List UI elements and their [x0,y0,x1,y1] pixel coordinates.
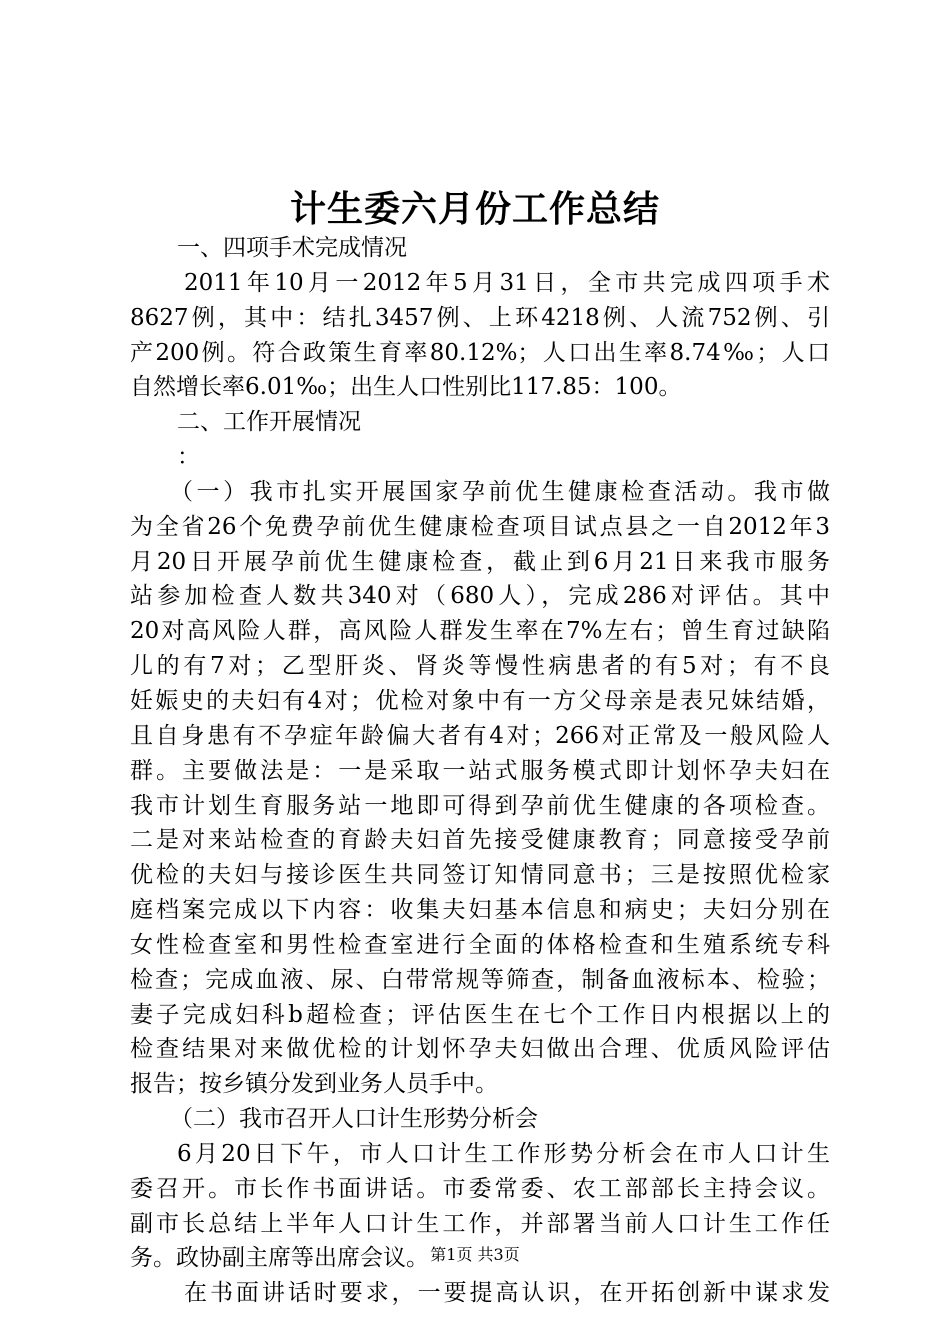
paragraph-line: 检查结果对来做优检的计划怀孕夫妇做出合理、优质风险评估 [130,1036,830,1063]
paragraph-line: 群。主要做法是：一是采取一站式服务模式即计划怀孕夫妇在 [130,757,830,784]
paragraph-line: 站参加检查人数共340对（680人），完成286对评估。其中 [130,583,830,610]
paragraph-line: 妊娠史的夫妇有4对；优检对象中有一方父母亲是表兄妹结婚， [130,687,830,714]
paragraph-line: 自然增长率6.01‰；出生人口性别比117.85：100。 [130,374,682,401]
page-title: 计生委六月份工作总结 [289,188,660,230]
paragraph-line: 检查；完成血液、尿、白带常规等筛查，制备血液标本、检验； [130,966,830,993]
paragraph-line: 且自身患有不孕症年龄偏大者有4对；266对正常及一般风险人 [130,722,830,749]
paragraph-line: 二是对来站检查的育龄夫妇首先接受健康教育；同意接受孕前 [130,827,830,854]
section-heading-1: 一、四项手术完成情况 [177,235,407,261]
section-heading-2: 二、工作开展情况 [177,409,361,436]
subsection-heading-2: （二）我市召开人口计生形势分析会 [170,1106,538,1133]
paragraph-line: 月20日开展孕前优生健康检查，截止到6月21日来我市服务 [130,548,830,575]
paragraph-line: 委召开。市长作书面讲话。市委常委、农工部部长主持会议。 [130,1175,830,1202]
paragraph-line: 妻子完成妇科b超检查；评估医生在七个工作日内根据以上的 [130,1001,830,1028]
paragraph-line: 8627例，其中：结扎3457例、上环4218例、人流752例、引 [130,304,830,331]
paragraph-line: 我市计划生育服务站一地即可得到孕前优生健康的各项检查。 [130,792,830,819]
paragraph-line: ： [177,444,200,471]
paragraph-line: 副市长总结上半年人口计生工作，并部署当前人口计生工作任 [130,1210,830,1237]
page-number: 第1页 共3页 [430,1245,520,1264]
subsection-heading-1: （一）我市扎实开展国家孕前优生健康检查活动。我市做 [170,478,830,505]
paragraph-line: 务。政协副主席等出席会议。 [130,1245,429,1272]
paragraph-line: 儿的有7对；乙型肝炎、肾炎等慢性病患者的有5对；有不良 [130,653,830,680]
paragraph-line: 在书面讲话时要求，一要提高认识，在开拓创新中谋求发 [184,1280,830,1307]
paragraph-line: 产200例。符合政策生育率80.12%；人口出生率8.74‰；人口 [130,339,830,366]
paragraph-line: 为全省26个免费孕前优生健康检查项目试点县之一自2012年3 [130,513,830,540]
paragraph-line: 优检的夫妇与接诊医生共同签订知情同意书；三是按照优检家 [130,862,830,889]
paragraph-line: 女性检查室和男性检查室进行全面的体格检查和生殖系统专科 [130,931,830,958]
paragraph-line: 20对高风险人群，高风险人群发生率在7%左右；曾生育过缺陷 [130,618,830,645]
paragraph-line: 庭档案完成以下内容：收集夫妇基本信息和病史；夫妇分别在 [130,897,830,924]
document-body [130,231,830,1311]
paragraph-line: 6月20日下午，市人口计生工作形势分析会在市人口计生 [177,1140,830,1167]
paragraph-line: 报告；按乡镇分发到业务人员手中。 [130,1071,498,1098]
paragraph-line: 2011年10月一2012年5月31日，全市共完成四项手术 [184,269,830,296]
